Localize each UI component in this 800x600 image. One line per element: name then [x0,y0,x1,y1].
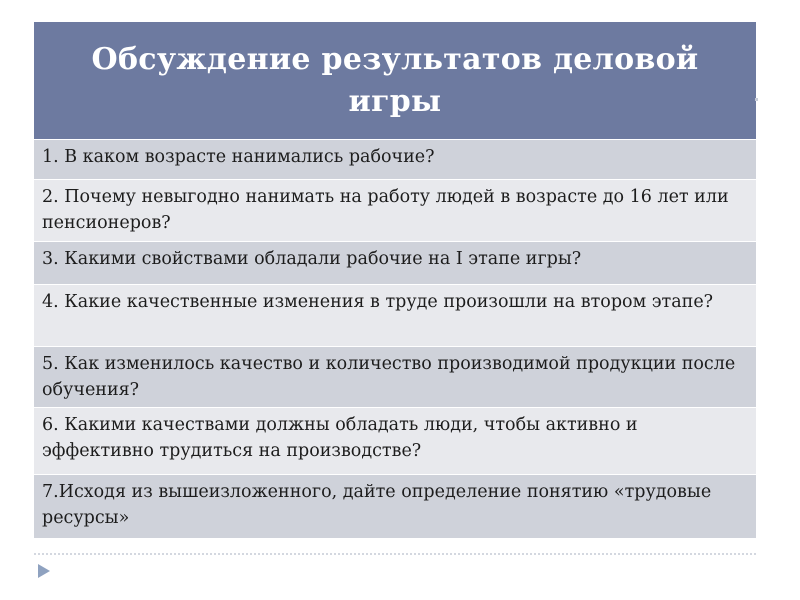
question-text-1: 1. В каком возрасте нанимались рабочие? [42,147,435,167]
question-row-5 [34,346,756,407]
slide-title: Обсуждение результатов деловой игры [91,41,699,119]
question-text-3: 3. Какими свойствами обладали рабочие на I этапе игры? [42,249,582,269]
question-text-7: 7.Исходя из вышеизложенного, дайте определение понятию «трудовые ресурсы» [42,482,712,528]
table-header [34,22,756,139]
decorative-dot [755,98,758,101]
question-row-6 [34,407,756,474]
question-row-2 [34,179,756,241]
footer-divider [34,553,756,555]
question-text-5: 5. Как изменилось качество и количество производимой продукции после обучения? [42,354,736,400]
question-text-4: 4. Какие качественные изменения в труде произошли на втором этапе? [42,292,714,312]
question-row-7 [34,474,756,538]
question-row-3 [34,241,756,284]
question-row-4 [34,284,756,346]
questions-table [34,22,756,538]
question-text-6: 6. Какими качествами должны обладать люди, чтобы активно и эффективно трудиться на производстве? [42,415,638,461]
question-text-2: 2. Почему невыгодно нанимать на работу людей в возрасте до 16 лет или пенсионеров? [42,187,729,233]
triangle-arrow-icon [38,564,50,578]
question-row-1 [34,139,756,179]
